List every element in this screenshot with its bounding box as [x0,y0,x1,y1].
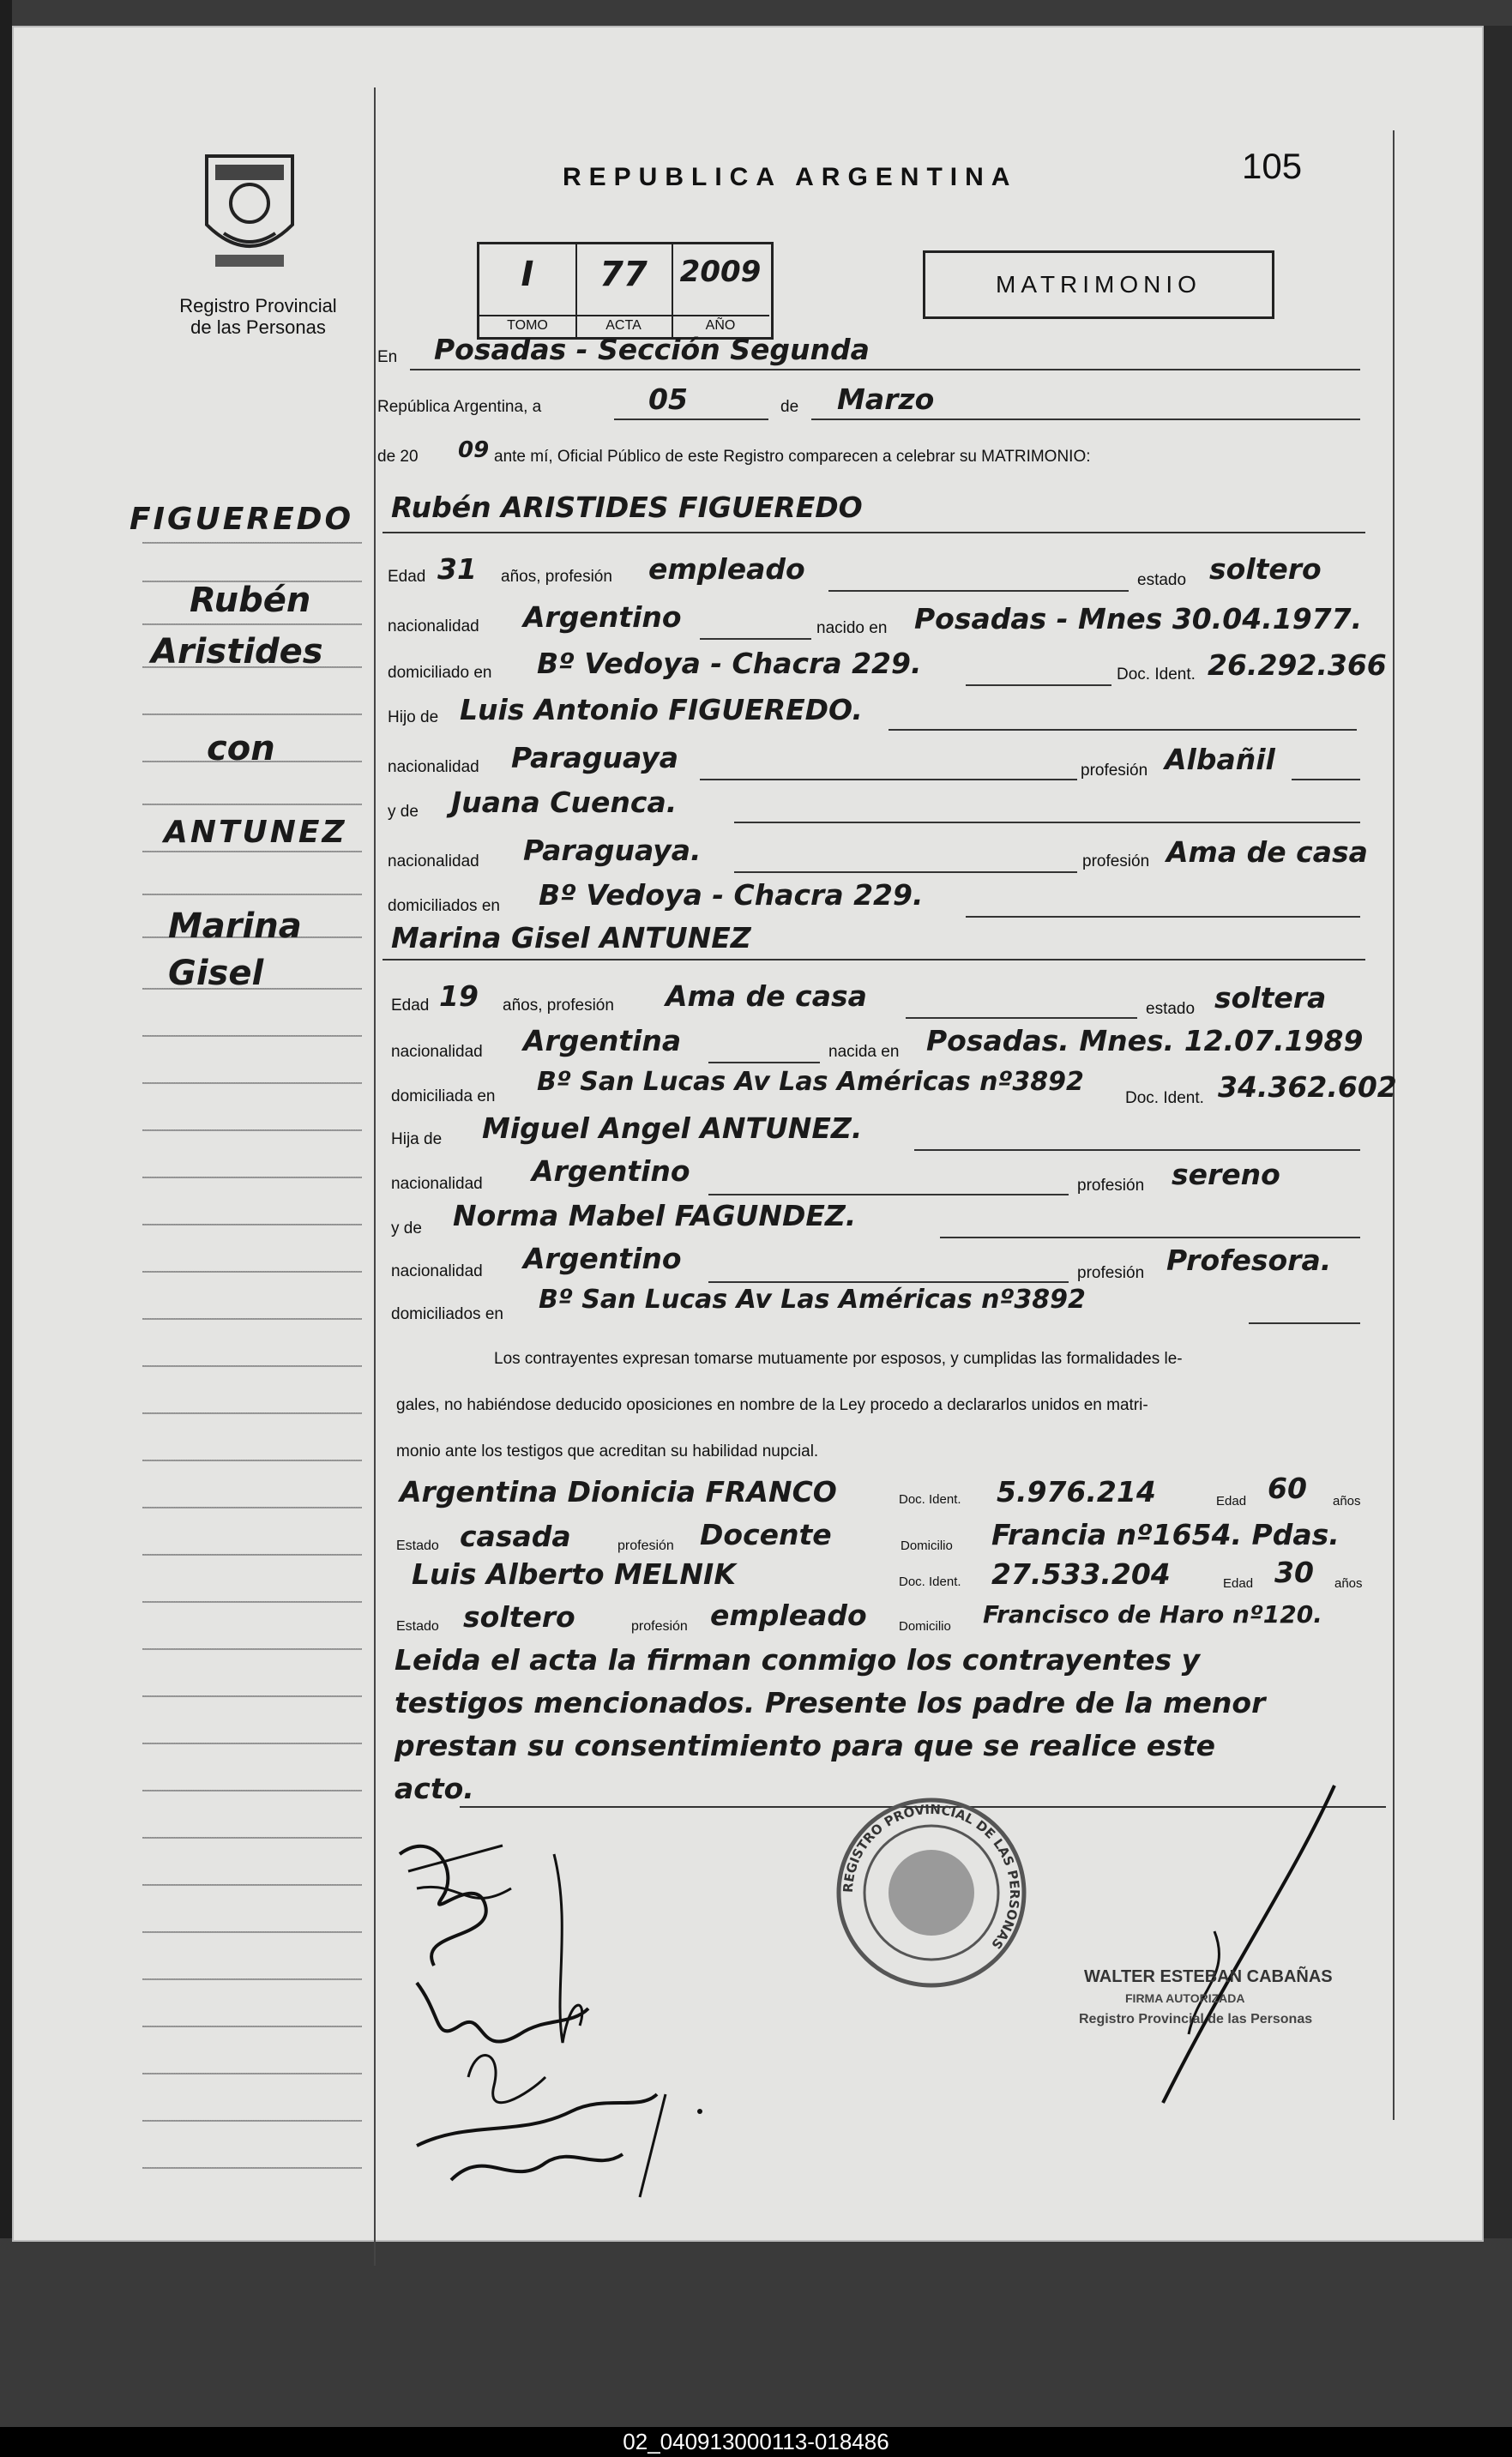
bride-doc: 34.362.602 [1218,1070,1397,1104]
document-page: Registro Provincial de las Personas FIGUEREDO Rubén Aristides con ANTUNEZ Marina Gisel REPUBLICA ARGENTINA 105 I TOMO 77 ACTA 2009 AÑO MATRIMONIO En Posadas - Sección Segunda República Argentina, a 05 de Marzo de 20 09 ante mí, Oficial Público de este Registro comparecen a celebrar su MATRIMONIO: Rubén ARISTIDES FIGUEREDO Edad 31 años, profesión empleado estado soltero nacionalidad Argentino nacido en Posadas - Mnes 30.04.1977. domiciliado en Bº Vedoya - Chacra 229. Doc. Ident. 26.292.366 Hijo de Luis Antonio FIGUEREDO. nacionalidad Paraguaya profesión Albañil y de Juana Cuenca. nacionalidad Paraguaya. profesión Ama de casa domiciliados en Bº Vedoya - Chacra 229. Marina Gisel ANTUNEZ Edad 19 años, profesión Ama de casa estado soltera nacionalidad Argentina nacida en Posadas. Mnes. 12.07.1989 domiciliada en Bº San Lucas Av Las Américas nº3892 Doc. Ident. 34.362.602 Hija de Miguel Angel ANTUNEZ. nacionalidad Argentino profesión sereno y de Norma Mabel FAGUNDEZ. nacionalidad Argentino profesión Profesora. domiciliados en Bº San Lucas Av Las Américas nº3892 Los contrayentes expresan tomarse mutuamente por esposos, y cumplidas las formalidades le- gales, no habiéndose deducido oposiciones en nombre de la Ley procedo a declararlos unidos en matri- monio ante los testigos que acreditan su habilidad nupcial. Argentina Dionicia FRANCO Doc. Ident. 5.976.214 Edad 60 años Estado casada profesión Docente Domicilio Francia nº1654. Pdas. Luis Alberto MELNIK Doc. Ident. 27.533.204 Edad 30 años Estado soltero profesión empleado Domicilio Francisco de Haro nº120. Leida el acta la firman conmigo los contrayentes y testigos mencionados. Presente los padre de la menor prestan su consentimiento para que se realice este acto. REGISTRO PROVINCIAL DE LAS PERSONAS WALTER ESTEBAN CABAÑAS FIRMA AUTORIZADA Registro Provincial de las Personas [12,26,1484,2242]
declaration-line-2: gales, no habiéndose deducido oposiciones en nombre de la Ley procedo a declararlos unidos en matri- [396,1396,1148,1414]
page-edge [1480,26,1512,2238]
bride-profession: Ama de casa [666,979,867,1013]
witness1-name: Argentina Dionicia FRANCO [400,1475,837,1509]
note-line-4: acto. [395,1772,474,1805]
day-value: 05 [648,382,688,416]
witness2-profession: empleado [710,1599,867,1632]
header-title: REPUBLICA ARGENTINA [563,163,1018,191]
witness1-address: Francia nº1654. Pdas. [991,1518,1340,1551]
witness1-profession: Docente [700,1518,832,1551]
sidebar-given-1b: Aristides [151,632,323,671]
place-value: Posadas - Sección Segunda [434,333,870,366]
note-line-3: prestan su consentimiento para que se realice este [395,1729,1215,1762]
bride-parents-address: Bº San Lucas Av Las Américas nº3892 [539,1285,1086,1315]
groom-parents-address: Bº Vedoya - Chacra 229. [539,878,924,912]
bride-father-profession: sereno [1172,1158,1280,1191]
note-line-2: testigos mencionados. Presente los padre de la menor [395,1686,1266,1719]
margin-line [374,87,376,2266]
page-number: 105 [1242,146,1303,186]
bride-address: Bº San Lucas Av Las Américas nº3892 [537,1067,1084,1097]
groom-address: Bº Vedoya - Chacra 229. [537,647,922,680]
province-crest-logo [190,139,310,276]
witness1-doc: 5.976.214 [997,1475,1156,1509]
groom-mother-nationality: Paraguaya. [523,834,702,867]
witness2-address: Francisco de Haro nº120. [983,1600,1322,1629]
tomo-cell: I TOMO [479,244,577,337]
witness2-name: Luis Alberto MELNIK [412,1557,736,1591]
bride-nationality: Argentina [523,1024,682,1057]
bride-mother-profession: Profesora. [1166,1244,1332,1277]
groom-mother: Juana Cuenca. [451,786,678,819]
bride-birth: Posadas. Mnes. 12.07.1989 [926,1024,1364,1057]
note-line-1: Leida el acta la firman conmigo los contrayentes y [395,1643,1201,1677]
bride-mother: Norma Mabel FAGUNDEZ. [453,1199,857,1232]
declaration-line-1: Los contrayentes expresan tomarse mutuamente por esposos, y cumplidas las formalidades le- [494,1350,1183,1368]
groom-nationality: Argentino [523,600,682,634]
witness2-status: soltero [463,1600,575,1634]
margin-sidebar [14,27,365,2240]
record-type-box: MATRIMONIO [923,250,1274,319]
groom-age: 31 [437,552,477,586]
svg-text:REGISTRO PROVINCIAL DE LAS PER: REGISTRO PROVINCIAL DE LAS PERSONAS [840,1801,1023,1953]
sidebar-given-1a: Rubén [190,581,311,620]
officer-signature [1137,1777,1343,2120]
bride-age: 19 [439,979,479,1013]
bride-civil-status: soltera [1214,981,1327,1015]
officer-org: Registro Provincial de las Personas [1079,2012,1313,2026]
witness2-age: 30 [1274,1556,1314,1589]
officer-name: WALTER ESTEBAN CABAÑAS [1084,1967,1333,1986]
bride-name: Marina Gisel ANTUNEZ [391,921,751,954]
groom-doc: 26.292.366 [1208,648,1387,682]
witness1-age: 60 [1268,1472,1307,1505]
groom-father-nationality: Paraguaya [511,741,679,774]
sidebar-given-2b: Gisel [168,954,264,993]
right-margin-line [1393,130,1395,2120]
year-value: 09 [458,437,490,463]
binding-spine [0,0,12,2238]
groom-name: Rubén ARISTIDES FIGUEREDO [391,491,863,524]
sidebar-surname-2: ANTUNEZ [164,815,347,850]
sidebar-connector: con [207,729,275,768]
bride-mother-nationality: Argentino [523,1242,682,1275]
anio-cell: 2009 AÑO [672,244,769,337]
groom-father-profession: Albañil [1165,743,1275,776]
groom-profession: empleado [648,552,805,586]
groom-birth: Posadas - Mnes 30.04.1977. [914,602,1363,635]
groom-civil-status: soltero [1209,552,1322,586]
bride-father: Miguel Angel ANTUNEZ. [482,1111,863,1145]
witness1-status: casada [460,1520,571,1553]
sidebar-given-2a: Marina [168,906,302,946]
official-seal [833,1794,1030,1991]
groom-mother-profession: Ama de casa [1166,835,1368,869]
month-value: Marzo [837,382,935,416]
witness2-doc: 27.533.204 [991,1557,1171,1591]
groom-father: Luis Antonio FIGUEREDO. [460,693,863,726]
acta-cell: 77 ACTA [575,244,673,337]
sidebar-surname-1: FIGUEREDO [130,502,354,537]
declaration-line-3: monio ante los testigos que acreditan su habilidad nupcial. [396,1442,819,1460]
signatures-area [383,1820,743,2214]
register-box [477,242,774,340]
bride-father-nationality: Argentino [532,1154,690,1188]
scan-id: 02_040913000113-018486 [623,2429,889,2454]
officer-title: FIRMA AUTORIZADA [1125,1991,1245,2005]
org-name: Registro Provincial de las Personas [179,295,337,338]
